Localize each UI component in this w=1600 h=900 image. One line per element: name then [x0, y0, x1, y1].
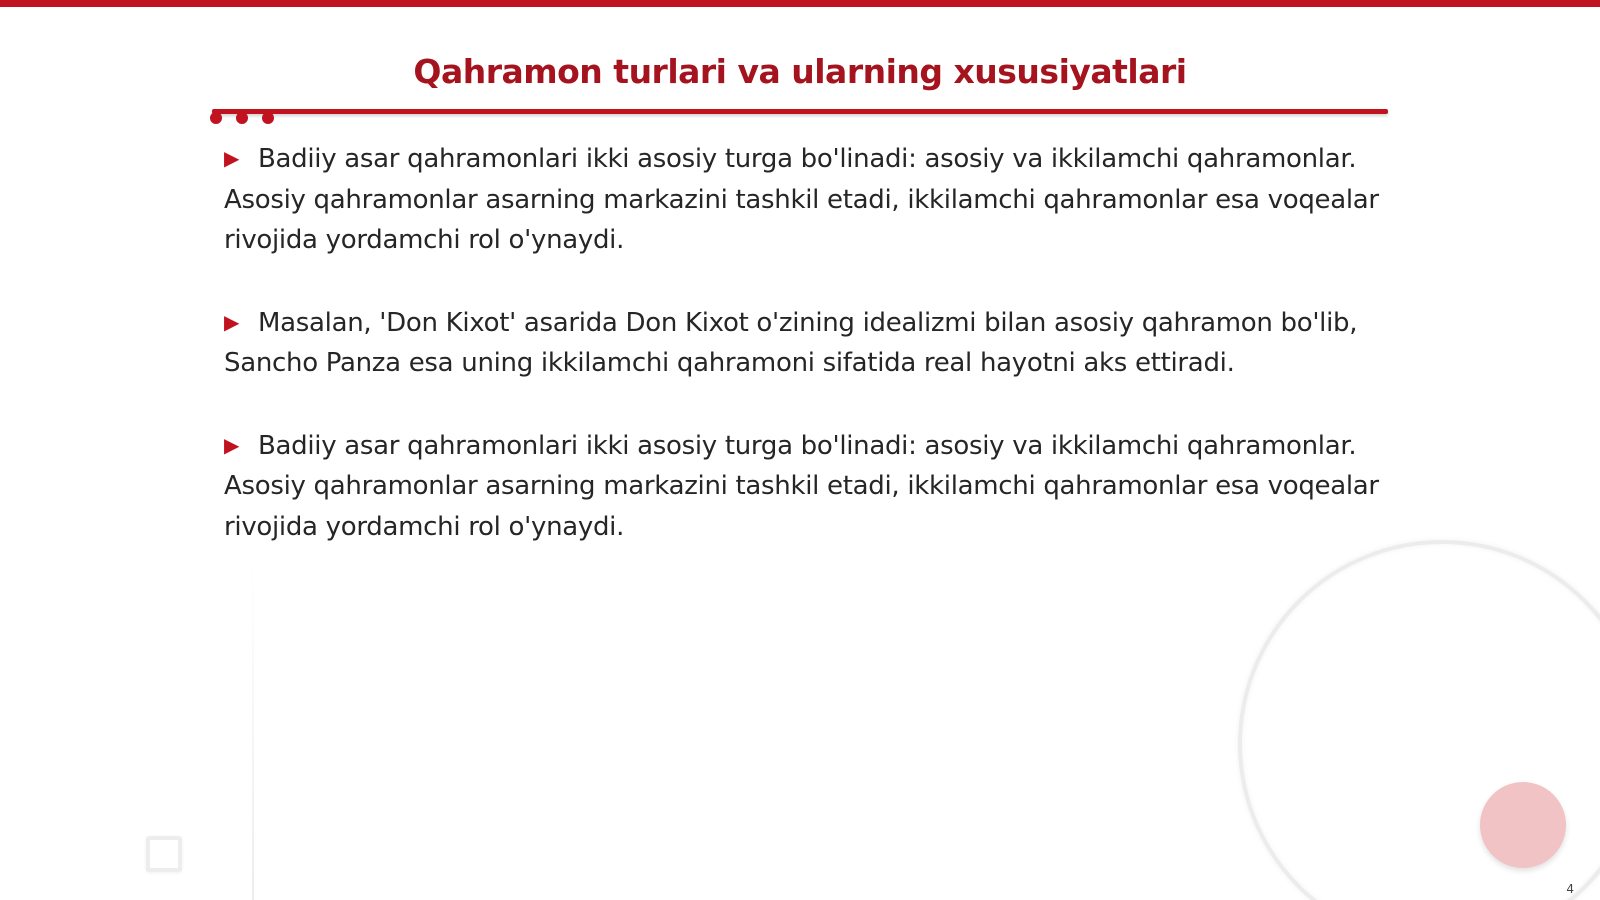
bullet-text: Badiiy asar qahramonlari ikki asosiy turga bo'linadi: asosiy va ikkilamchi qahramonlar. Asosiy qahramonlar asarning markazini tashkil etadi, ikkilamchi qahramonlar esa voqealar rivojida yordamchi rol o'ynaydi.	[224, 144, 1379, 255]
page-number: 4	[1566, 882, 1574, 896]
title-underline	[212, 109, 1388, 114]
bullet-item	[224, 138, 1394, 261]
decorative-circle	[1480, 782, 1566, 868]
underline-dot	[236, 112, 248, 124]
right-triangle-icon: ▶	[224, 309, 240, 334]
top-accent-bar	[0, 0, 1600, 7]
underline-dot	[210, 112, 222, 124]
decorative-line	[252, 560, 254, 900]
bullet-list	[224, 138, 1394, 588]
slide-title: Qahramon turlari va ularning xususiyatlari	[413, 52, 1187, 91]
bullet-text: Masalan, 'Don Kixot' asarida Don Kixot o'zining idealizmi bilan asosiy qahramon bo'lib, Sancho Panza esa uning ikkilamchi qahramoni sifatida real hayotni aks ettiradi.	[224, 307, 1358, 378]
bullet-item	[224, 425, 1394, 548]
right-triangle-icon: ▶	[224, 146, 240, 170]
underline-dot	[262, 112, 274, 124]
bullet-text: Badiiy asar qahramonlari ikki asosiy turga bo'linadi: asosiy va ikkilamchi qahramonlar. Asosiy qahramonlar asarning markazini tashkil etadi, ikkilamchi qahramonlar esa voqealar rivojida yordamchi rol o'ynaydi.	[224, 430, 1379, 542]
decorative-square	[146, 836, 182, 872]
bullet-item	[224, 302, 1394, 384]
right-triangle-icon: ▶	[224, 432, 240, 457]
